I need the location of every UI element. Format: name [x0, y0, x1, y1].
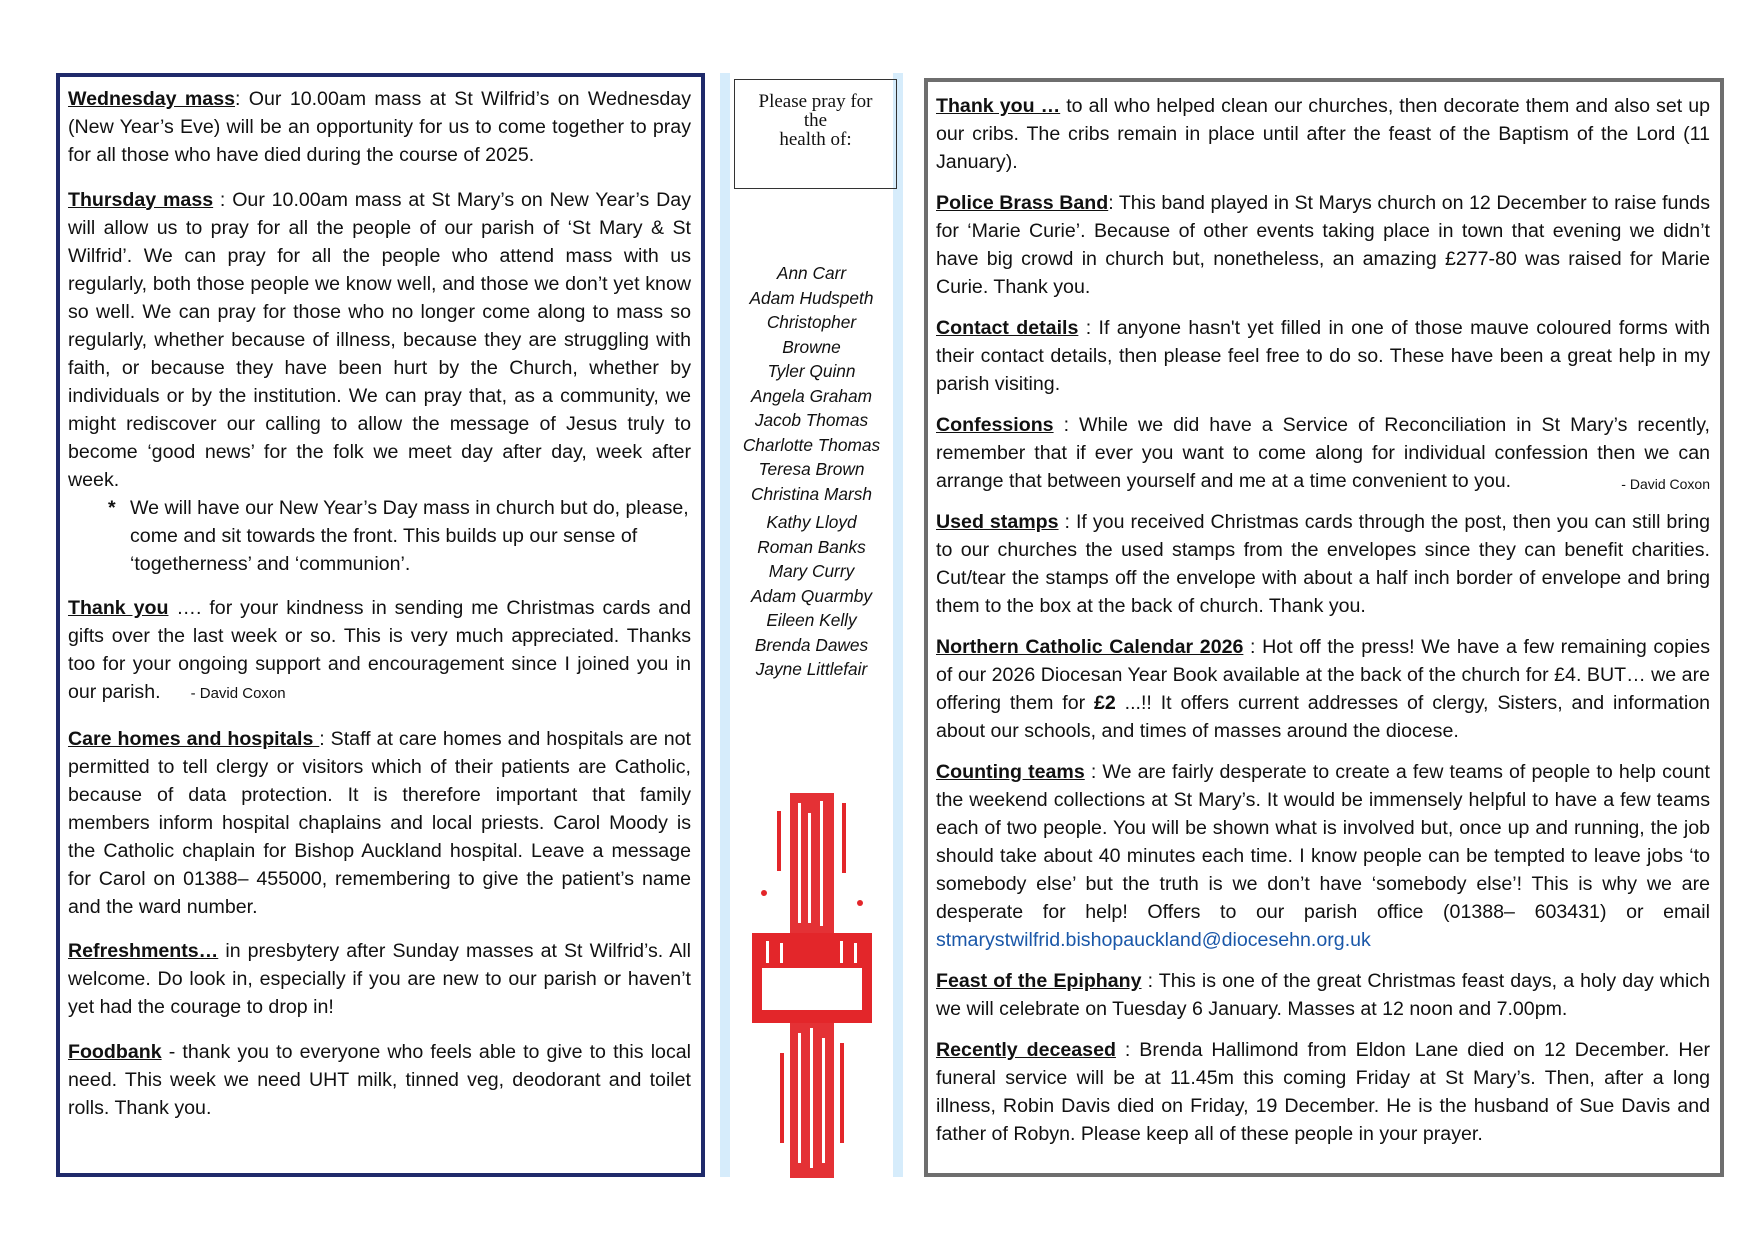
notice-text: : This is one of the great Christmas feast days, a holy day which we will celebrate on Tuesday 6 January. Masses at 12 noon and 7.00pm. — [936, 970, 1710, 1020]
prayer-name: Adam Quarmby — [750, 585, 872, 606]
notice-heading: Recently deceased — [936, 1039, 1116, 1061]
notice-text: : If you received Christmas cards through the post, then you can still bring to our churches the used stamps from the envelopes since they can benefit charities. Cut/tear the stamps off the envelope with about a half inch border of envelope and bring them to the box at the back of church. Thank you. — [936, 511, 1710, 617]
notice-recently-deceased — [936, 1036, 1710, 1148]
prayer-name: Tyler Quinn — [767, 361, 856, 381]
notice-heading: Police Brass Band — [936, 192, 1109, 214]
prayer-name: Roman Banks — [757, 536, 866, 557]
notice-used-stamps — [936, 508, 1710, 620]
prayer-name: Ann Carr — [776, 263, 847, 283]
prayer-name: Mary Curry — [768, 561, 855, 581]
pray-heading-line: health of: — [779, 129, 852, 150]
notice-brass-band — [936, 189, 1710, 301]
notice-epiphany — [936, 967, 1710, 1023]
signature: - David Coxon — [190, 685, 286, 702]
notice-contact-details — [936, 314, 1710, 398]
notice-text: …. for your kindness in sending me Christmas cards and gifts over the last week or so. This is very much appreciated. Thanks too for your ongoing support and encouragement since I joined you in our parish. — [68, 597, 691, 703]
email-link[interactable]: stmarystwilfrid.bishopauckland@diocesehn.org.uk — [936, 929, 1371, 951]
notice-heading: Refreshments… — [68, 940, 219, 962]
notice-heading: Used stamps — [936, 511, 1059, 533]
notice-text: : Brenda Hallimond from Eldon Lane died on 12 December. Her funeral service will be at 11.45m this coming Friday at St Mary’s. Then, after a long illness, Robin Davis died on Friday, 19 December. He is the husband of Sue Davis and father of Robyn. Please keep all of these people in your prayer. — [936, 1039, 1710, 1145]
pray-for-box — [734, 79, 897, 189]
notice-text: : Our 10.00am mass at St Wilfrid’s on Wednesday (New Year’s Eve) will be an opportunity for us to come together to pray for all those who have died during the course of 2025. — [68, 88, 691, 166]
left-notices-panel — [56, 73, 705, 1177]
notice-text: - thank you to everyone who feels able to give to this local need. This week we need UHT milk, tinned veg, deodorant and toilet rolls. Thank you. — [68, 1040, 691, 1119]
notice-refreshments — [68, 937, 691, 1021]
prayer-name: Christina Marsh — [750, 483, 872, 504]
red-cross-icon — [752, 793, 872, 1178]
prayer-name: Angela Graham — [750, 385, 873, 406]
right-notices-panel — [924, 78, 1724, 1177]
notice-heading: Counting teams — [936, 761, 1085, 783]
prayer-name: Brenda Dawes — [754, 634, 869, 655]
notice-heading: Feast of the Epiphany — [936, 970, 1142, 992]
prayer-names-list — [730, 261, 893, 682]
notice-wednesday-mass — [68, 85, 691, 169]
notice-text: : If anyone hasn't yet filled in one of those mauve coloured forms with their contact details, then please feel free to do so. These have been a great help in my parish visiting. — [936, 317, 1710, 395]
notice-thank-you-helpers — [936, 92, 1710, 176]
notice-text: : We are fairly desperate to create a few teams of people to help count the weekend collections at St Mary’s. It would be immensely helpful to have a few teams each of two people. You will be shown what is involved but, once up and running, the job should take about 40 minutes each time. I know people can be tempted to leave jobs ‘to somebody else’ but the truth is we don’t have ‘somebody else’! This is why we are desperate for help! Offers to our parish office (01388– 603431) or email — [936, 761, 1711, 923]
notice-heading: Care homes and hospitals — [68, 727, 320, 750]
prayer-name: Jayne Littlefair — [755, 659, 868, 679]
notice-heading: Northern Catholic Calendar 2026 — [936, 636, 1244, 658]
notice-heading: Confessions — [936, 414, 1054, 436]
bullet-text: We will have our New Year’s Day mass in church but do, please, come and sit towards the front. This builds up our sense of ‘togetherness’ and ‘communion’. — [130, 496, 689, 575]
notice-text: : Hot off the press! We have a few remaining copies of our 2026 Diocesan Year Book available at the back of the church for £4. BUT… we are offering them for — [936, 636, 1710, 714]
bullet-asterisk: * — [108, 496, 116, 519]
notice-text: : This band played in St Marys church on 12 December to raise funds for ‘Marie Curie’. Because of other events taking place in town that evening we didn’t have big crowd in church but, nonetheless, an amazing £277-80 was raised for Marie Curie. Thank you. — [936, 192, 1711, 298]
notice-bullet — [68, 494, 691, 578]
notice-heading: Thank you — [68, 597, 169, 619]
notice-catholic-calendar — [936, 633, 1710, 745]
prayer-name: Eileen Kelly — [766, 610, 857, 630]
signature: - David Coxon — [1621, 476, 1710, 492]
notice-heading: Thursday mass — [68, 188, 214, 211]
notice-foodbank — [68, 1038, 691, 1122]
prayer-name: Christopher — [766, 312, 857, 332]
price-bold: £2 — [1093, 692, 1116, 714]
notice-text: : Staff at care homes and hospitals are not permitted to tell clergy or visitors which of their patients are Catholic, because of data protection. It is therefore important that family members inform hospital chaplains and local priests. Carol Moody is the Catholic chaplain for Bishop Auckland hospital. Leave a message for Carol on 01388– 455000, remembering to give the patient’s name and the ward number. — [68, 727, 691, 918]
notice-text: : Our 10.00am mass at St Mary’s on New Year’s Day will allow us to pray for all the people of our parish of ‘St Mary & St Wilfrid’. We can pray for all the people who attend mass with us regularly, both those people we know well, and those we don’t yet know so well. We can pray for those who no longer come along to mass so regularly, whether because of illness, because they are struggling with faith, or because they have been hurt by the Church, whether by individuals or by the institution. We can pray that, as a community, we might rediscover our calling to allow the message of Jesus truly to become ‘good news’ for the folk we meet day after day, week after week. — [68, 188, 691, 491]
notice-counting-teams — [936, 758, 1710, 954]
prayer-name: Adam Hudspeth — [749, 287, 874, 308]
notice-heading: Foodbank — [68, 1040, 162, 1063]
prayer-name: Jacob Thomas — [754, 410, 869, 430]
notice-heading: Contact details — [936, 317, 1079, 339]
prayer-name: Charlotte Thomas — [742, 434, 881, 455]
notice-text: to all who helped clean our churches, then decorate them and also set up our cribs. The cribs remain in place until after the feast of the Baptism of the Lord (11 January). — [936, 95, 1710, 173]
prayer-name: Kathy Lloyd — [766, 512, 857, 532]
prayer-name: Browne — [782, 336, 841, 357]
prayer-list-panel — [720, 73, 903, 1177]
prayer-name: Teresa Brown — [758, 459, 865, 479]
prayer-list-inner — [730, 73, 893, 1177]
notice-text: ...!! It offers current addresses of clergy, Sisters, and information about our schools, and times of masses around the diocese. — [936, 692, 1710, 742]
notice-text: : While we did have a Service of Reconciliation in St Mary’s recently, remember that if ever you want to come along for individual confession then we can arrange that between yourself and me at a time convenient to you. — [936, 414, 1710, 492]
pray-heading-line: the — [803, 110, 828, 131]
pray-heading-line: Please pray for — [758, 91, 873, 112]
notice-confessions — [936, 411, 1710, 495]
notice-heading: Wednesday mass — [68, 88, 235, 110]
notice-thursday-mass — [68, 186, 691, 494]
notice-thank-you — [68, 594, 691, 708]
notice-text: in presbytery after Sunday masses at St Wilfrid’s. All welcome. Do look in, especially if you are new to our parish or haven’t yet had the courage to drop in! — [68, 940, 691, 1018]
notice-heading: Thank you … — [936, 95, 1061, 117]
notice-care-homes — [68, 725, 691, 921]
